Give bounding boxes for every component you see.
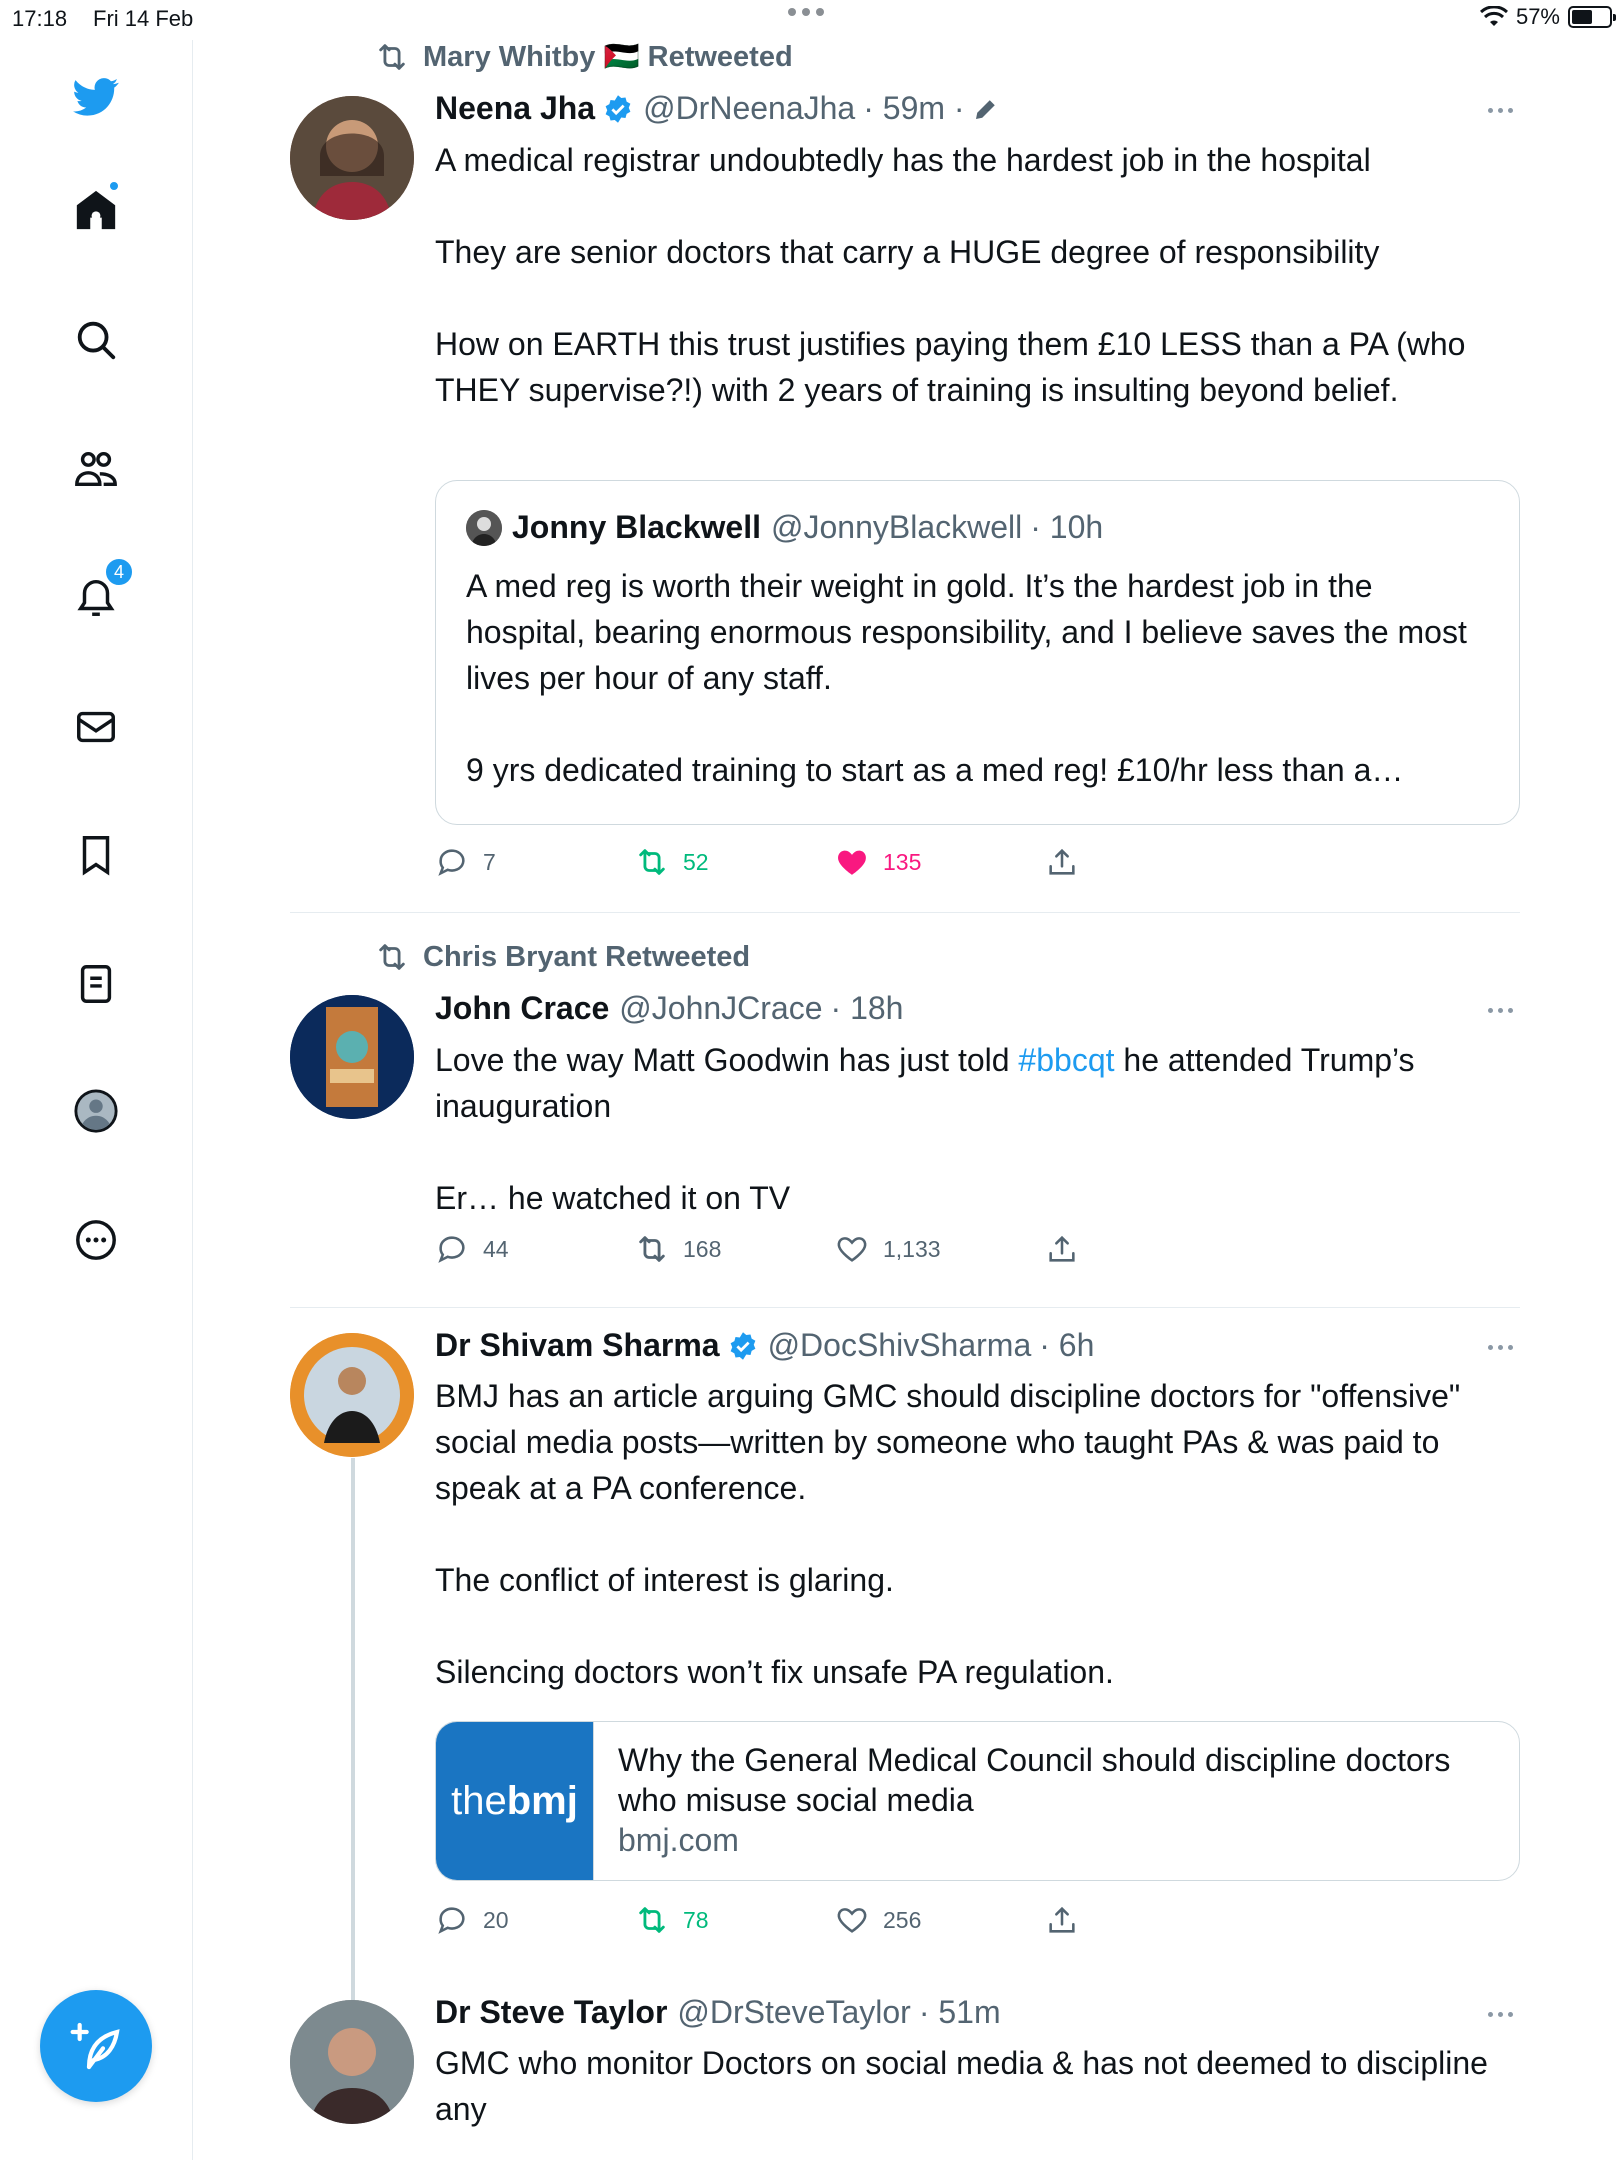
author-handle[interactable]: @DocShivSharma bbox=[767, 1327, 1032, 1363]
like-count: 256 bbox=[883, 1906, 922, 1933]
tweet-actions bbox=[435, 1903, 1115, 1943]
like-button[interactable] bbox=[835, 1903, 921, 1937]
reply-button[interactable] bbox=[435, 1232, 509, 1266]
retweet-context-text: Mary Whitby 🇵🇸 Retweeted bbox=[423, 41, 793, 73]
avatar[interactable] bbox=[290, 2000, 414, 2124]
share-icon bbox=[1045, 1903, 1079, 1937]
multitask-dots[interactable] bbox=[788, 8, 824, 16]
reply-count: 7 bbox=[483, 848, 496, 875]
status-right bbox=[1480, 4, 1612, 30]
link-card-domain: bmj.com bbox=[618, 1822, 739, 1858]
more-circle-icon[interactable] bbox=[64, 1208, 128, 1272]
tweet-header bbox=[435, 90, 1001, 127]
retweet-icon bbox=[635, 845, 669, 879]
retweet-context bbox=[375, 40, 793, 74]
battery-icon bbox=[1568, 6, 1612, 28]
status-time: 17:18 bbox=[12, 6, 68, 31]
tweet-text: Love the way Matt Goodwin has just told #bbcqt he attended Trump’s inauguration Er… he watched it on TV bbox=[435, 1042, 1415, 1216]
retweet-count: 78 bbox=[683, 1906, 709, 1933]
verified-badge-icon bbox=[728, 1331, 758, 1361]
share-button[interactable] bbox=[1045, 1232, 1079, 1266]
tweet-actions bbox=[435, 845, 1115, 885]
more-options-icon[interactable] bbox=[1480, 1337, 1520, 1357]
author-name[interactable]: Dr Steve Taylor bbox=[435, 1994, 668, 2030]
reply-count: 20 bbox=[483, 1906, 509, 1933]
tweet[interactable] bbox=[290, 1994, 1520, 2160]
like-count: 1,133 bbox=[883, 1235, 941, 1262]
retweet-button[interactable] bbox=[635, 845, 709, 879]
home-icon[interactable] bbox=[64, 178, 128, 242]
tweet-text: A medical registrar undoubtedly has the hardest job in the hospital They are senior doctors that carry a HUGE degree of responsibility How on EARTH this trust justifies paying them £10 LESS than a PA (who THEY supervise?!) with 2 years of training is insulting beyond belief. bbox=[435, 142, 1466, 408]
tweet-divider bbox=[290, 1307, 1520, 1308]
avatar[interactable] bbox=[290, 1333, 414, 1457]
quoted-author-name: Jonny Blackwell bbox=[512, 509, 761, 545]
heart-icon bbox=[835, 1903, 869, 1937]
tweet-actions bbox=[435, 1232, 1115, 1272]
heart-icon bbox=[835, 1232, 869, 1266]
avatar[interactable] bbox=[290, 96, 414, 220]
share-button[interactable] bbox=[1045, 845, 1079, 879]
tweet-text: GMC who monitor Doctors on social media & has not deemed to discipline any bbox=[435, 2045, 1488, 2127]
reply-button[interactable] bbox=[435, 845, 496, 879]
notification-badge: 4 bbox=[104, 557, 134, 587]
like-count: 135 bbox=[883, 848, 922, 875]
retweet-count: 52 bbox=[683, 848, 709, 875]
author-handle[interactable]: @JohnJCrace bbox=[619, 990, 823, 1026]
tweet-time[interactable]: · 51m bbox=[918, 1994, 1001, 2030]
mail-icon[interactable] bbox=[64, 695, 128, 759]
tweet-divider bbox=[290, 912, 1520, 913]
author-handle[interactable]: @DrNeenaJha bbox=[643, 90, 856, 126]
author-name[interactable]: Neena Jha bbox=[435, 90, 596, 126]
bookmark-icon[interactable] bbox=[64, 823, 128, 887]
tweet[interactable] bbox=[290, 940, 1520, 1270]
author-name[interactable]: John Crace bbox=[435, 990, 610, 1026]
edited-pencil-icon[interactable] bbox=[971, 94, 1001, 124]
like-button[interactable] bbox=[835, 845, 921, 879]
tweet-header bbox=[435, 1994, 1001, 2031]
like-button[interactable] bbox=[835, 1232, 941, 1266]
reply-count: 44 bbox=[483, 1235, 509, 1262]
tweet[interactable] bbox=[290, 1327, 1520, 1963]
retweet-icon bbox=[635, 1903, 669, 1937]
tweet[interactable] bbox=[290, 40, 1520, 900]
bell-icon[interactable] bbox=[64, 561, 128, 629]
author-name[interactable]: Dr Shivam Sharma bbox=[435, 1327, 720, 1363]
retweet-context-icon bbox=[375, 940, 409, 974]
share-button[interactable] bbox=[1045, 1903, 1079, 1937]
retweet-button[interactable] bbox=[635, 1232, 721, 1266]
tweet-time[interactable]: · 59m · bbox=[863, 90, 965, 126]
link-card[interactable] bbox=[435, 1721, 1520, 1881]
link-card-title: Why the General Medical Council should discipline doctors who misuse social media bbox=[618, 1742, 1451, 1818]
verified-badge-icon bbox=[603, 94, 633, 124]
lists-icon[interactable] bbox=[64, 952, 128, 1016]
profile-icon[interactable] bbox=[64, 1079, 128, 1143]
tweet-text: BMJ has an article arguing GMC should discipline doctors for "offensive" social media posts—written by someone who taught PAs & was paid to speak at a PA conference. The conflict of interest is glaring. Silencing doctors won’t fix unsafe PA regulation. bbox=[435, 1378, 1461, 1690]
retweet-context-text: Chris Bryant Retweeted bbox=[423, 940, 751, 973]
more-options-icon[interactable] bbox=[1480, 100, 1520, 120]
retweet-button[interactable] bbox=[635, 1903, 709, 1937]
tweet-time[interactable]: · 18h bbox=[830, 990, 904, 1026]
sidebar bbox=[0, 40, 193, 2160]
share-icon bbox=[1045, 1232, 1079, 1266]
bmj-logo: the bmj bbox=[436, 1722, 594, 1880]
quoted-author-handle: @JonnyBlackwell bbox=[770, 509, 1023, 545]
reply-icon bbox=[435, 1232, 469, 1266]
hashtag-link[interactable]: #bbcqt bbox=[1018, 1042, 1115, 1078]
quoted-time: · 10h bbox=[1030, 509, 1104, 545]
tweet-time[interactable]: · 6h bbox=[1039, 1327, 1095, 1363]
author-handle[interactable]: @DrSteveTaylor bbox=[677, 1994, 911, 2030]
status-date: Fri 14 Feb bbox=[93, 6, 194, 31]
battery-percent: 57% bbox=[1515, 4, 1560, 29]
retweet-icon bbox=[635, 1232, 669, 1266]
retweet-context-icon bbox=[375, 40, 409, 74]
more-options-icon[interactable] bbox=[1480, 1000, 1520, 1020]
bird-logo-icon[interactable] bbox=[64, 65, 128, 129]
retweet-context bbox=[375, 940, 750, 974]
tweet-header bbox=[435, 990, 903, 1027]
wifi-icon bbox=[1480, 6, 1508, 28]
quoted-tweet-header bbox=[466, 509, 1103, 546]
reply-button[interactable] bbox=[435, 1903, 509, 1937]
share-icon bbox=[1045, 845, 1079, 879]
heart-filled-icon bbox=[835, 845, 869, 879]
quoted-tweet-text: A med reg is worth their weight in gold. It’s the hardest job in the hospital, bearing enormous responsibility, and I believe saves the most lives per hour of any staff. 9 yrs dedicated training to start as a med reg! £10/hr less than a… bbox=[466, 568, 1467, 788]
reply-icon bbox=[435, 845, 469, 879]
communities-icon[interactable] bbox=[64, 437, 128, 501]
search-icon[interactable] bbox=[64, 308, 128, 372]
retweet-count: 168 bbox=[683, 1235, 722, 1262]
more-options-icon[interactable] bbox=[1480, 2004, 1520, 2024]
quoted-tweet[interactable] bbox=[435, 480, 1520, 825]
avatar[interactable] bbox=[290, 995, 414, 1119]
compose-tweet-button[interactable] bbox=[40, 1990, 152, 2102]
reply-icon bbox=[435, 1903, 469, 1937]
status-bar bbox=[0, 0, 1620, 40]
feather-plus-icon bbox=[68, 2018, 124, 2074]
quoted-avatar bbox=[466, 510, 502, 546]
tweet-header bbox=[435, 1327, 1094, 1364]
